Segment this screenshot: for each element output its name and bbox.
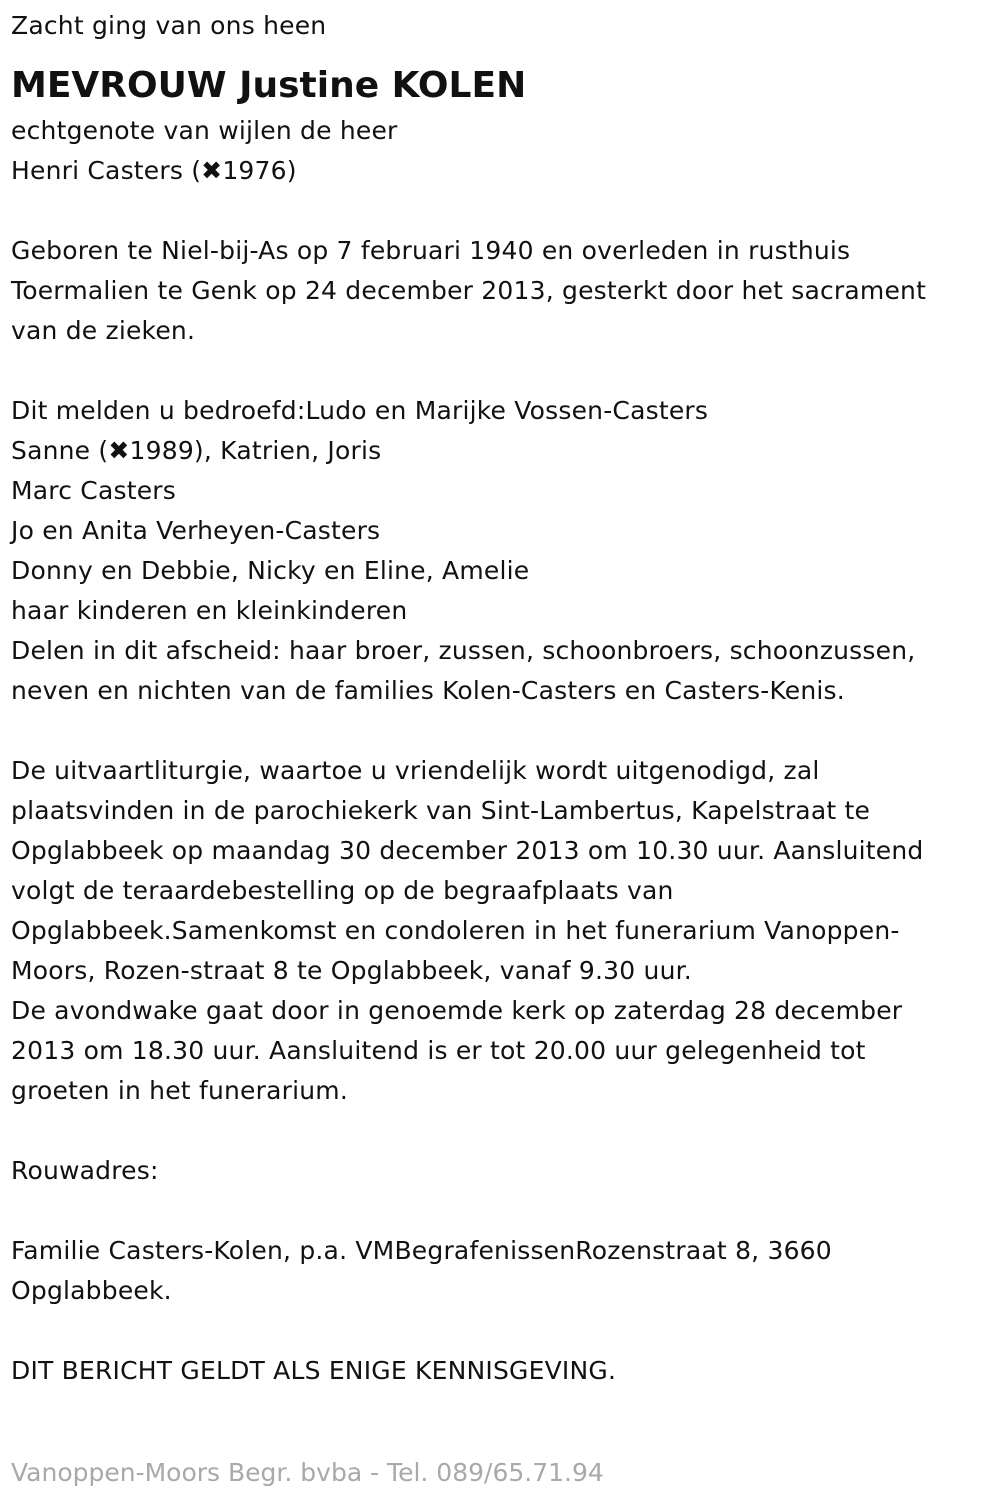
funeral-line: Opglabbeek op maandag 30 december 2013 om 10.30 uur. Aansluitend	[11, 836, 924, 865]
family-line: Delen in dit afscheid: haar broer, zussen, schoonbroers, schoonzussen,	[11, 636, 916, 665]
intro-text: Zacht ging van ons heen	[11, 11, 327, 40]
funeral-line: De avondwake gaat door in genoemde kerk op zaterdag 28 december	[11, 996, 903, 1025]
funeral-line: Opglabbeek.Samenkomst en condoleren in het funerarium Vanoppen-	[11, 916, 900, 945]
spacer	[11, 711, 1000, 751]
family-line: neven en nichten van de families Kolen-Casters en Casters-Kenis.	[11, 676, 845, 705]
spacer	[11, 351, 1000, 391]
spacer	[11, 1191, 1000, 1231]
family-line: Donny en Debbie, Nicky en Eline, Amelie	[11, 556, 530, 585]
funeral-line: 2013 om 18.30 uur. Aansluitend is er tot 20.00 uur gelegenheid tot	[11, 1036, 866, 1065]
family-line: Jo en Anita Verheyen-Casters	[11, 516, 381, 545]
deceased-name: MEVROUW Justine KOLEN	[11, 65, 527, 106]
paragraph-line: Geboren te Niel-bij-As op 7 februari 1940 en overleden in rusthuis	[11, 236, 851, 265]
funeral-paragraph	[11, 751, 1000, 1111]
funeral-line: plaatsvinden in de parochiekerk van Sint-Lambertus, Kapelstraat te	[11, 796, 871, 825]
family-line: Marc Casters	[11, 476, 176, 505]
family-line: haar kinderen en kleinkinderen	[11, 596, 408, 625]
spouse-line: Henri Casters (✖1976)	[11, 156, 297, 185]
funeral-line: De uitvaartliturgie, waartoe u vriendelijk wordt uitgenodigd, zal	[11, 756, 820, 785]
address-label: Rouwadres:	[11, 1156, 159, 1185]
notice-text: DIT BERICHT GELDT ALS ENIGE KENNISGEVING.	[11, 1356, 617, 1385]
address-line: Familie Casters-Kolen, p.a. VMBegrafenissenRozenstraat 8, 3660	[11, 1236, 832, 1265]
spouse-block	[11, 111, 1000, 191]
paragraph-line: Toermalien te Genk op 24 december 2013, gesterkt door het sacrament	[11, 276, 927, 305]
spouse-line: echtgenote van wijlen de heer	[11, 116, 398, 145]
family-line: Dit melden u bedroefd:Ludo en Marijke Vossen-Casters	[11, 396, 709, 425]
family-line: Sanne (✖1989), Katrien, Joris	[11, 436, 382, 465]
funeral-line: Moors, Rozen-straat 8 te Opglabbeek, vanaf 9.30 uur.	[11, 956, 692, 985]
address-block	[11, 1231, 1000, 1311]
funeral-line: groeten in het funerarium.	[11, 1076, 348, 1105]
spacer	[11, 1311, 1000, 1351]
funeral-line: volgt de teraardebestelling op de begraafplaats van	[11, 876, 674, 905]
spacer	[11, 1111, 1000, 1151]
family-paragraph	[11, 391, 1000, 711]
footer-contact: Vanoppen-Moors Begr. bvba - Tel. 089/65.71.94	[11, 1458, 604, 1487]
birth-death-paragraph	[11, 231, 1000, 351]
address-line: Opglabbeek.	[11, 1276, 172, 1305]
paragraph-line: van de zieken.	[11, 316, 196, 345]
spacer	[11, 191, 1000, 231]
